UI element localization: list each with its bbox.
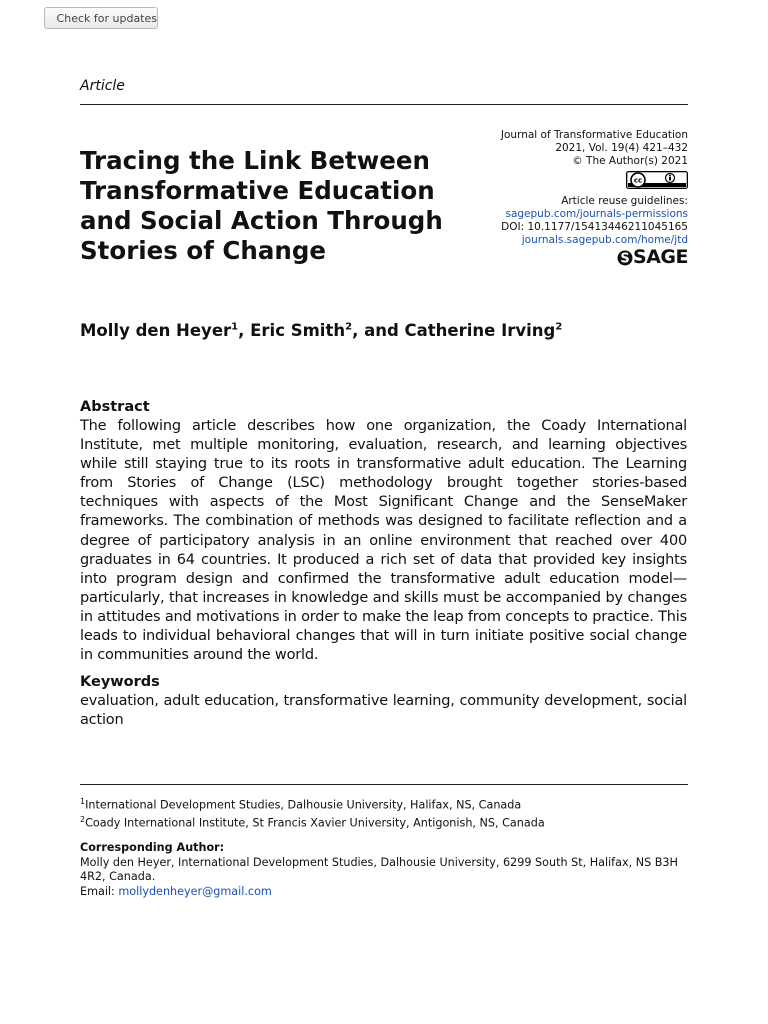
author-separator: , xyxy=(238,321,251,340)
affiliation-text: Coady International Institute, St Francis Xavier University, Antigonish, NS, Canada xyxy=(85,816,545,830)
header-rule xyxy=(80,104,688,105)
reuse-guidelines: Article reuse guidelines: xyxy=(561,194,688,207)
corresponding-email-line xyxy=(80,885,690,900)
keywords-text: evaluation, adult education, transformative learning, community development, social action xyxy=(80,693,687,729)
affiliation-item xyxy=(80,813,690,831)
author-affiliation: 1 xyxy=(231,321,239,333)
corresponding-address: Molly den Heyer, International Development Studies, Dalhousie University, 6299 South St, Halifax, NS B3H 4R2, Canada. xyxy=(80,855,678,883)
creative-commons-icon xyxy=(626,171,688,189)
journal-copyright: © The Author(s) 2021 xyxy=(572,155,688,168)
title-line: and Social Action Through xyxy=(80,206,443,235)
author-name: Catherine Irving xyxy=(404,321,556,340)
affiliation-item xyxy=(80,795,690,813)
check-for-updates-button[interactable] xyxy=(44,7,158,29)
sage-logo-text: SAGE xyxy=(633,246,688,269)
sage-logo-icon xyxy=(617,249,633,267)
svg-text:cc: cc xyxy=(633,176,643,185)
author-separator: , and xyxy=(352,321,405,340)
corresponding-heading: Corresponding Author: xyxy=(80,841,225,854)
article-title xyxy=(80,146,480,266)
permissions-link[interactable]: sagepub.com/journals-permissions xyxy=(505,208,688,221)
journal-name: Journal of Transformative Education xyxy=(500,129,688,141)
author-name: Molly den Heyer xyxy=(80,321,232,340)
footnote-rule xyxy=(80,784,688,785)
svg-text:S: S xyxy=(620,251,630,267)
affiliation-number: 1 xyxy=(80,797,86,806)
article-type: Article xyxy=(80,78,125,94)
check-for-updates-icon xyxy=(51,11,52,25)
journal-volume: 2021, Vol. 19(4) 421–432 xyxy=(555,142,688,155)
title-line: Stories of Change xyxy=(80,236,326,265)
abstract-text: The following article describes how one organization, the Coady International Institute, met multiple monitoring, evaluation, research, and learning objectives while still staying true to its roots in transformative adult education. The Learning from Stories of Change (LSC) methodology brought together stories-based techniques with aspects of the Most Significant Change and the SenseMaker frameworks. The combination of methods was designed to facilitate reflection and a degree of participatory analysis in an online environment that reached over 400 graduates in 64 countries. It produced a rich set of data that provided key insights into program design and confirmed the transformative adult education model—particularly, that increases in knowledge and skills must be accompanied by changes in attitudes and motivations in order to make the leap from concepts to practice. This leads to individual behavioral changes that will in turn initiate positive social change in communities around the world. xyxy=(80,418,687,664)
author-affiliation: 2 xyxy=(345,321,353,333)
journal-info xyxy=(448,129,688,271)
affiliation-number: 2 xyxy=(80,815,86,825)
author-affiliation: 2 xyxy=(555,321,563,333)
keywords-heading: Keywords xyxy=(80,674,160,690)
sage-logo xyxy=(617,246,688,269)
journal-home-link[interactable]: journals.sagepub.com/home/jtd xyxy=(521,234,688,247)
check-for-updates-label: Check for updates xyxy=(56,11,157,25)
corresponding-author xyxy=(80,841,690,899)
title-line: Transformative Education xyxy=(80,176,435,205)
author-list xyxy=(80,321,562,340)
email-link[interactable]: mollydenheyer@gmail.com xyxy=(118,884,272,898)
affiliation-list xyxy=(80,795,690,831)
title-line: Tracing the Link Between xyxy=(80,146,430,175)
email-label: Email: xyxy=(80,884,115,898)
author-name: Eric Smith xyxy=(250,321,346,340)
doi: DOI: 10.1177/15413446211045165 xyxy=(501,221,688,234)
affiliation-text: International Development Studies, Dalhousie University, Halifax, NS, Canada xyxy=(85,798,522,812)
abstract-heading: Abstract xyxy=(80,399,150,415)
